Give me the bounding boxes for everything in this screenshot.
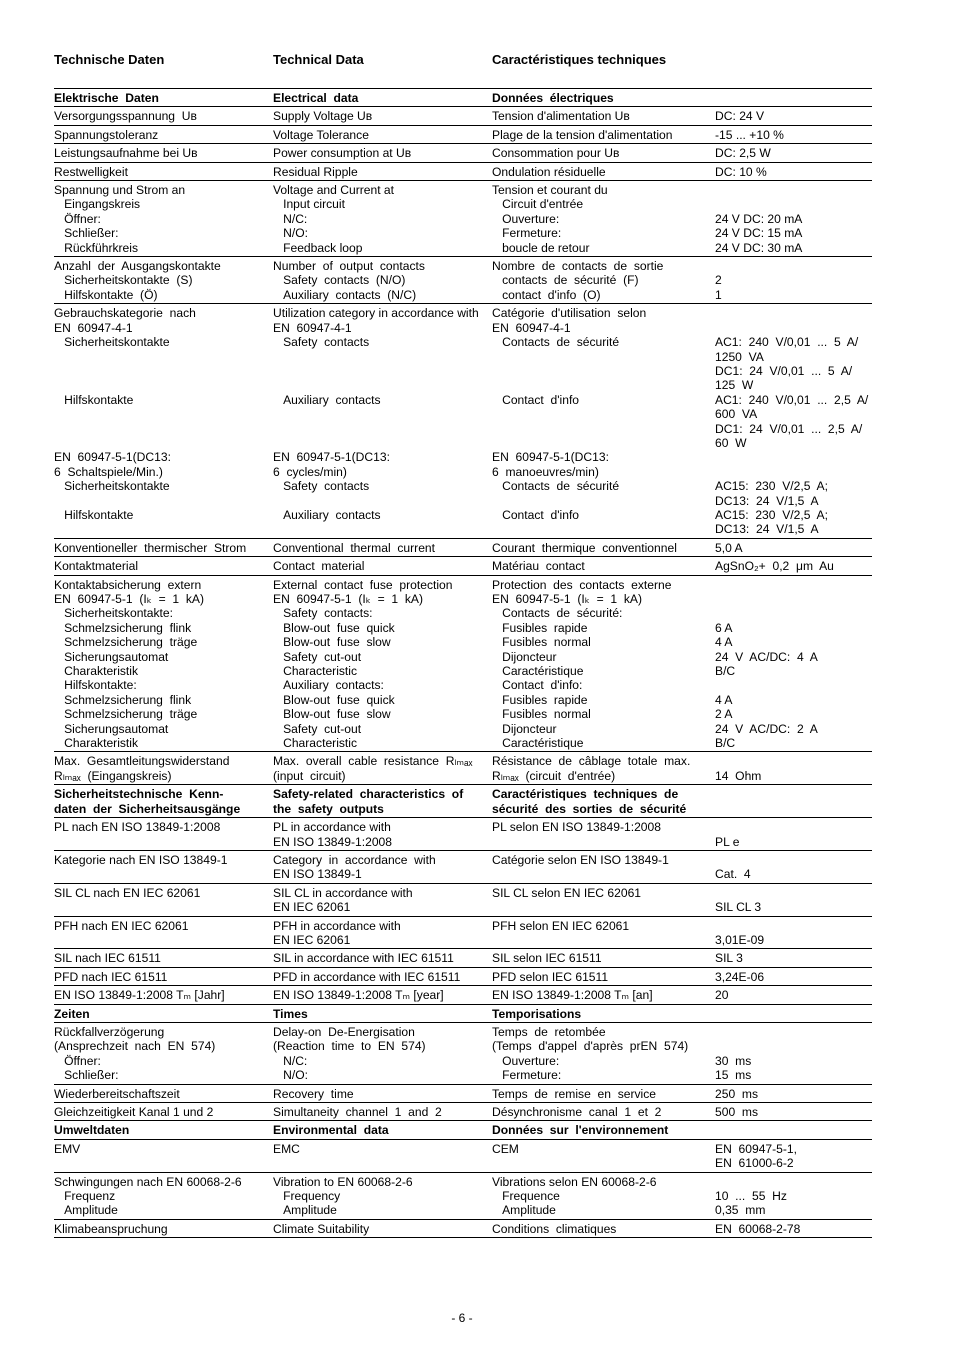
table-row <box>54 1219 872 1237</box>
english-cell: PFD in accordance with IEC 61511 <box>273 967 492 985</box>
english-cell: Power consumption at Uʙ <box>273 144 492 162</box>
german-cell: Kategorie nach EN ISO 13849-1 <box>54 850 273 883</box>
french-cell: Tension d'alimentation Uʙ <box>492 107 711 125</box>
table-row <box>54 162 872 180</box>
page-number: - 6 - <box>451 1311 473 1325</box>
french-cell: Conditions climatiques <box>492 1219 711 1237</box>
german-cell: Spannung und Strom an Eingangskreis Öffner: Schließer: Rückführkreis <box>54 181 273 257</box>
value-cell: 24 V DC: 20 mA 24 V DC: 15 mA 24 V DC: 30 mA <box>711 181 872 257</box>
value-cell: AC1: 240 V/0,01 ... 5 A/ 1250 VA DC1: 24 V/0,01 ... 5 A/ 125 W AC1: 240 V/0,01 ... 2,5 A/ 600 VA DC1: 24 V/0,01 ... 2,5 A/ 60 W AC15: 230 V/2,5 A; DC13: 24 V/1,5 A AC15: 230 V/2,5 A; DC13: 24 V/1,5 A <box>711 304 872 539</box>
english-cell: Conventional thermal current <box>273 538 492 556</box>
german-cell: Sicherheitstechnische Kenn- daten der Sicherheitsausgänge <box>54 785 273 818</box>
german-cell: EN ISO 13849-1:2008 Tₘ [Jahr] <box>54 986 273 1004</box>
value-cell: EN 60947-5-1, EN 61000-6-2 <box>711 1139 872 1172</box>
german-cell: Schwingungen nach EN 60068-2-6 Frequenz Amplitude <box>54 1172 273 1219</box>
english-cell: Vibration to EN 60068-2-6 Frequency Amplitude <box>273 1172 492 1219</box>
value-cell: 14 Ohm <box>711 752 872 785</box>
value-cell: DC: 10 % <box>711 162 872 180</box>
value-cell: 10 ... 55 Hz 0,35 mm <box>711 1172 872 1219</box>
french-cell: Données électriques <box>492 89 711 107</box>
english-cell: SIL CL in accordance with EN IEC 62061 <box>273 883 492 916</box>
french-cell: Matériau contact <box>492 557 711 575</box>
english-cell: Electrical data <box>273 89 492 107</box>
value-cell: 5,0 A <box>711 538 872 556</box>
french-cell: SIL CL selon EN IEC 62061 <box>492 883 711 916</box>
german-cell: Versorgungsspannung Uʙ <box>54 107 273 125</box>
german-cell: Spannungstoleranz <box>54 125 273 143</box>
french-cell: Ondulation résiduelle <box>492 162 711 180</box>
french-cell: Résistance de câblage totale max. Rₗₘₐₓ (circuit d'entrée) <box>492 752 711 785</box>
value-cell: SIL CL 3 <box>711 883 872 916</box>
table-row <box>54 850 872 883</box>
value-cell: PL e <box>711 818 872 851</box>
table-row <box>54 575 872 752</box>
table-row <box>54 557 872 575</box>
heading-english: Technical Data <box>273 52 364 67</box>
german-cell: Kontaktmaterial <box>54 557 273 575</box>
french-cell: Plage de la tension d'alimentation <box>492 125 711 143</box>
german-cell: Rückfallverzögerung (Ansprechzeit nach EN 574) Öffner: Schließer: <box>54 1022 273 1084</box>
table-row <box>54 883 872 916</box>
table-row <box>54 304 872 539</box>
english-cell: Simultaneity channel 1 and 2 <box>273 1103 492 1121</box>
french-cell: Temps de retombée (Temps d'appel d'après prEN 574) Ouverture: Fermeture: <box>492 1022 711 1084</box>
section-header-row <box>54 785 872 818</box>
value-cell <box>711 1004 872 1022</box>
column-headings <box>54 52 872 88</box>
value-cell: 3,24E-06 <box>711 967 872 985</box>
german-cell: Leistungsaufnahme bei Uʙ <box>54 144 273 162</box>
german-cell: Gleichzeitigkeit Kanal 1 und 2 <box>54 1103 273 1121</box>
french-cell: Temps de remise en service <box>492 1084 711 1102</box>
french-cell: Vibrations selon EN 60068-2-6 Frequence Amplitude <box>492 1172 711 1219</box>
table-row <box>54 752 872 785</box>
value-cell: 20 <box>711 986 872 1004</box>
datasheet-page <box>54 52 872 1238</box>
english-cell: Recovery time <box>273 1084 492 1102</box>
heading-french: Caractéristiques techniques <box>492 52 667 67</box>
english-cell: PFH in accordance with EN IEC 62061 <box>273 916 492 949</box>
german-cell: Klimabeanspruchung <box>54 1219 273 1237</box>
french-cell: Temporisations <box>492 1004 711 1022</box>
french-cell: Protection des contacts externe EN 60947-5-1 (Iₖ = 1 kA) Contacts de sécurité: Fusibles rapide Fusibles normal Dijoncteur Caractéristique Contact d'info: Fusibles rapide Fusibles normal Dijoncteur Caractéristique <box>492 575 711 752</box>
french-cell: Catégorie selon EN ISO 13849-1 <box>492 850 711 883</box>
german-cell: SIL nach IEC 61511 <box>54 949 273 967</box>
value-cell <box>711 89 872 107</box>
english-cell: Times <box>273 1004 492 1022</box>
value-cell: DC: 24 V <box>711 107 872 125</box>
table-row <box>54 181 872 257</box>
technical-data-table <box>54 88 872 1238</box>
english-cell: EN ISO 13849-1:2008 Tₘ [year] <box>273 986 492 1004</box>
german-cell: Zeiten <box>54 1004 273 1022</box>
french-cell: PFD selon IEC 61511 <box>492 967 711 985</box>
french-cell: Données sur l'environnement <box>492 1121 711 1139</box>
german-cell: Kontaktabsicherung extern EN 60947-5-1 (Iₖ = 1 kA) Sicherheitskontakte: Schmelzsicherung flink Schmelzsicherung träge Sicherungsautomat Charakteristik Hilfskontakte: Schmelzsicherung flink Schmelzsicherung träge Sicherungsautomat Charakteristik <box>54 575 273 752</box>
value-cell: 30 ms 15 ms <box>711 1022 872 1084</box>
english-cell: Category in accordance with EN ISO 13849-1 <box>273 850 492 883</box>
german-cell: SIL CL nach EN IEC 62061 <box>54 883 273 916</box>
german-cell: PFH nach EN IEC 62061 <box>54 916 273 949</box>
table-row <box>54 257 872 304</box>
table-row <box>54 986 872 1004</box>
section-header-row <box>54 1121 872 1139</box>
section-header-row <box>54 1004 872 1022</box>
table-row <box>54 125 872 143</box>
value-cell: EN 60068-2-78 <box>711 1219 872 1237</box>
german-cell: Konventioneller thermischer Strom <box>54 538 273 556</box>
value-cell <box>711 1121 872 1139</box>
french-cell: Courant thermique conventionnel <box>492 538 711 556</box>
french-cell: PL selon EN ISO 13849-1:2008 <box>492 818 711 851</box>
german-cell: EMV <box>54 1139 273 1172</box>
table-row <box>54 144 872 162</box>
table-row <box>54 1022 872 1084</box>
table-row <box>54 818 872 851</box>
value-cell: 500 ms <box>711 1103 872 1121</box>
french-cell: Consommation pour Uʙ <box>492 144 711 162</box>
value-cell: 250 ms <box>711 1084 872 1102</box>
value-cell: DC: 2,5 W <box>711 144 872 162</box>
french-cell: Tension et courant du Circuit d'entrée Ouverture: Fermeture: boucle de retour <box>492 181 711 257</box>
german-cell: Restwelligkeit <box>54 162 273 180</box>
table-row <box>54 1103 872 1121</box>
value-cell: 2 1 <box>711 257 872 304</box>
table-row <box>54 1084 872 1102</box>
value-cell: 3,01E-09 <box>711 916 872 949</box>
german-cell: Umweltdaten <box>54 1121 273 1139</box>
english-cell: Contact material <box>273 557 492 575</box>
heading-german: Technische Daten <box>54 52 165 67</box>
english-cell: External contact fuse protection EN 60947-5-1 (Iₖ = 1 kA) Safety contacts: Blow-out fuse quick Blow-out fuse slow Safety cut-out Characteristic Auxiliary contacts: Blow-out fuse quick Blow-out fuse slow Safety cut-out Characteristic <box>273 575 492 752</box>
english-cell: Voltage Tolerance <box>273 125 492 143</box>
french-cell: Désynchronisme canal 1 et 2 <box>492 1103 711 1121</box>
english-cell: EMC <box>273 1139 492 1172</box>
value-cell: SIL 3 <box>711 949 872 967</box>
english-cell: Utilization category in accordance with EN 60947-4-1 Safety contacts Auxiliary contacts EN 60947-5-1(DC13: 6 cycles/min) Safety contacts Auxiliary contacts <box>273 304 492 539</box>
english-cell: Supply Voltage Uʙ <box>273 107 492 125</box>
german-cell: Anzahl der Ausgangskontakte Sicherheitskontakte (S) Hilfskontakte (Ö) <box>54 257 273 304</box>
table-row <box>54 107 872 125</box>
section-header-row <box>54 89 872 107</box>
german-cell: Wiederbereitschaftszeit <box>54 1084 273 1102</box>
french-cell: CEM <box>492 1139 711 1172</box>
table-row <box>54 1172 872 1219</box>
french-cell: Nombre de contacts de sortie contacts de sécurité (F) contact d'info (O) <box>492 257 711 304</box>
french-cell: EN ISO 13849-1:2008 Tₘ [an] <box>492 986 711 1004</box>
table-row <box>54 967 872 985</box>
table-row <box>54 916 872 949</box>
table-row <box>54 1139 872 1172</box>
french-cell: SIL selon IEC 61511 <box>492 949 711 967</box>
value-cell: -15 ... +10 % <box>711 125 872 143</box>
german-cell: Max. Gesamtleitungswiderstand Rₗₘₐₓ (Eingangskreis) <box>54 752 273 785</box>
value-cell: Cat. 4 <box>711 850 872 883</box>
english-cell: PL in accordance with EN ISO 13849-1:2008 <box>273 818 492 851</box>
german-cell: Elektrische Daten <box>54 89 273 107</box>
french-cell: PFH selon EN IEC 62061 <box>492 916 711 949</box>
english-cell: Number of output contacts Safety contacts (N/O) Auxiliary contacts (N/C) <box>273 257 492 304</box>
table-row <box>54 949 872 967</box>
value-cell <box>711 785 872 818</box>
english-cell: SIL in accordance with IEC 61511 <box>273 949 492 967</box>
french-cell: Caractéristiques techniques de sécurité des sorties de sécurité <box>492 785 711 818</box>
german-cell: Gebrauchskategorie nach EN 60947-4-1 Sicherheitskontakte Hilfskontakte EN 60947-5-1(DC13: 6 Schaltspiele/Min.) Sicherheitskontakte Hilfskontakte <box>54 304 273 539</box>
value-cell: 6 A 4 A 24 V AC/DC: 4 A B/C 4 A 2 A 24 V AC/DC: 2 A B/C <box>711 575 872 752</box>
english-cell: Voltage and Current at Input circuit N/C: N/O: Feedback loop <box>273 181 492 257</box>
english-cell: Residual Ripple <box>273 162 492 180</box>
english-cell: Max. overall cable resistance Rₗₘₐₓ (input circuit) <box>273 752 492 785</box>
english-cell: Safety-related characteristics of the safety outputs <box>273 785 492 818</box>
english-cell: Environmental data <box>273 1121 492 1139</box>
german-cell: PL nach EN ISO 13849-1:2008 <box>54 818 273 851</box>
english-cell: Climate Suitability <box>273 1219 492 1237</box>
german-cell: PFD nach IEC 61511 <box>54 967 273 985</box>
value-cell: AgSnO₂+ 0,2 μm Au <box>711 557 872 575</box>
table-row <box>54 538 872 556</box>
english-cell: Delay-on De-Energisation (Reaction time to EN 574) N/C: N/O: <box>273 1022 492 1084</box>
heading-value <box>711 52 872 88</box>
french-cell: Catégorie d'utilisation selon EN 60947-4-1 Contacts de sécurité Contact d'info EN 60947-5-1(DC13: 6 manoeuvres/min) Contacts de sécurité Contact d'info <box>492 304 711 539</box>
